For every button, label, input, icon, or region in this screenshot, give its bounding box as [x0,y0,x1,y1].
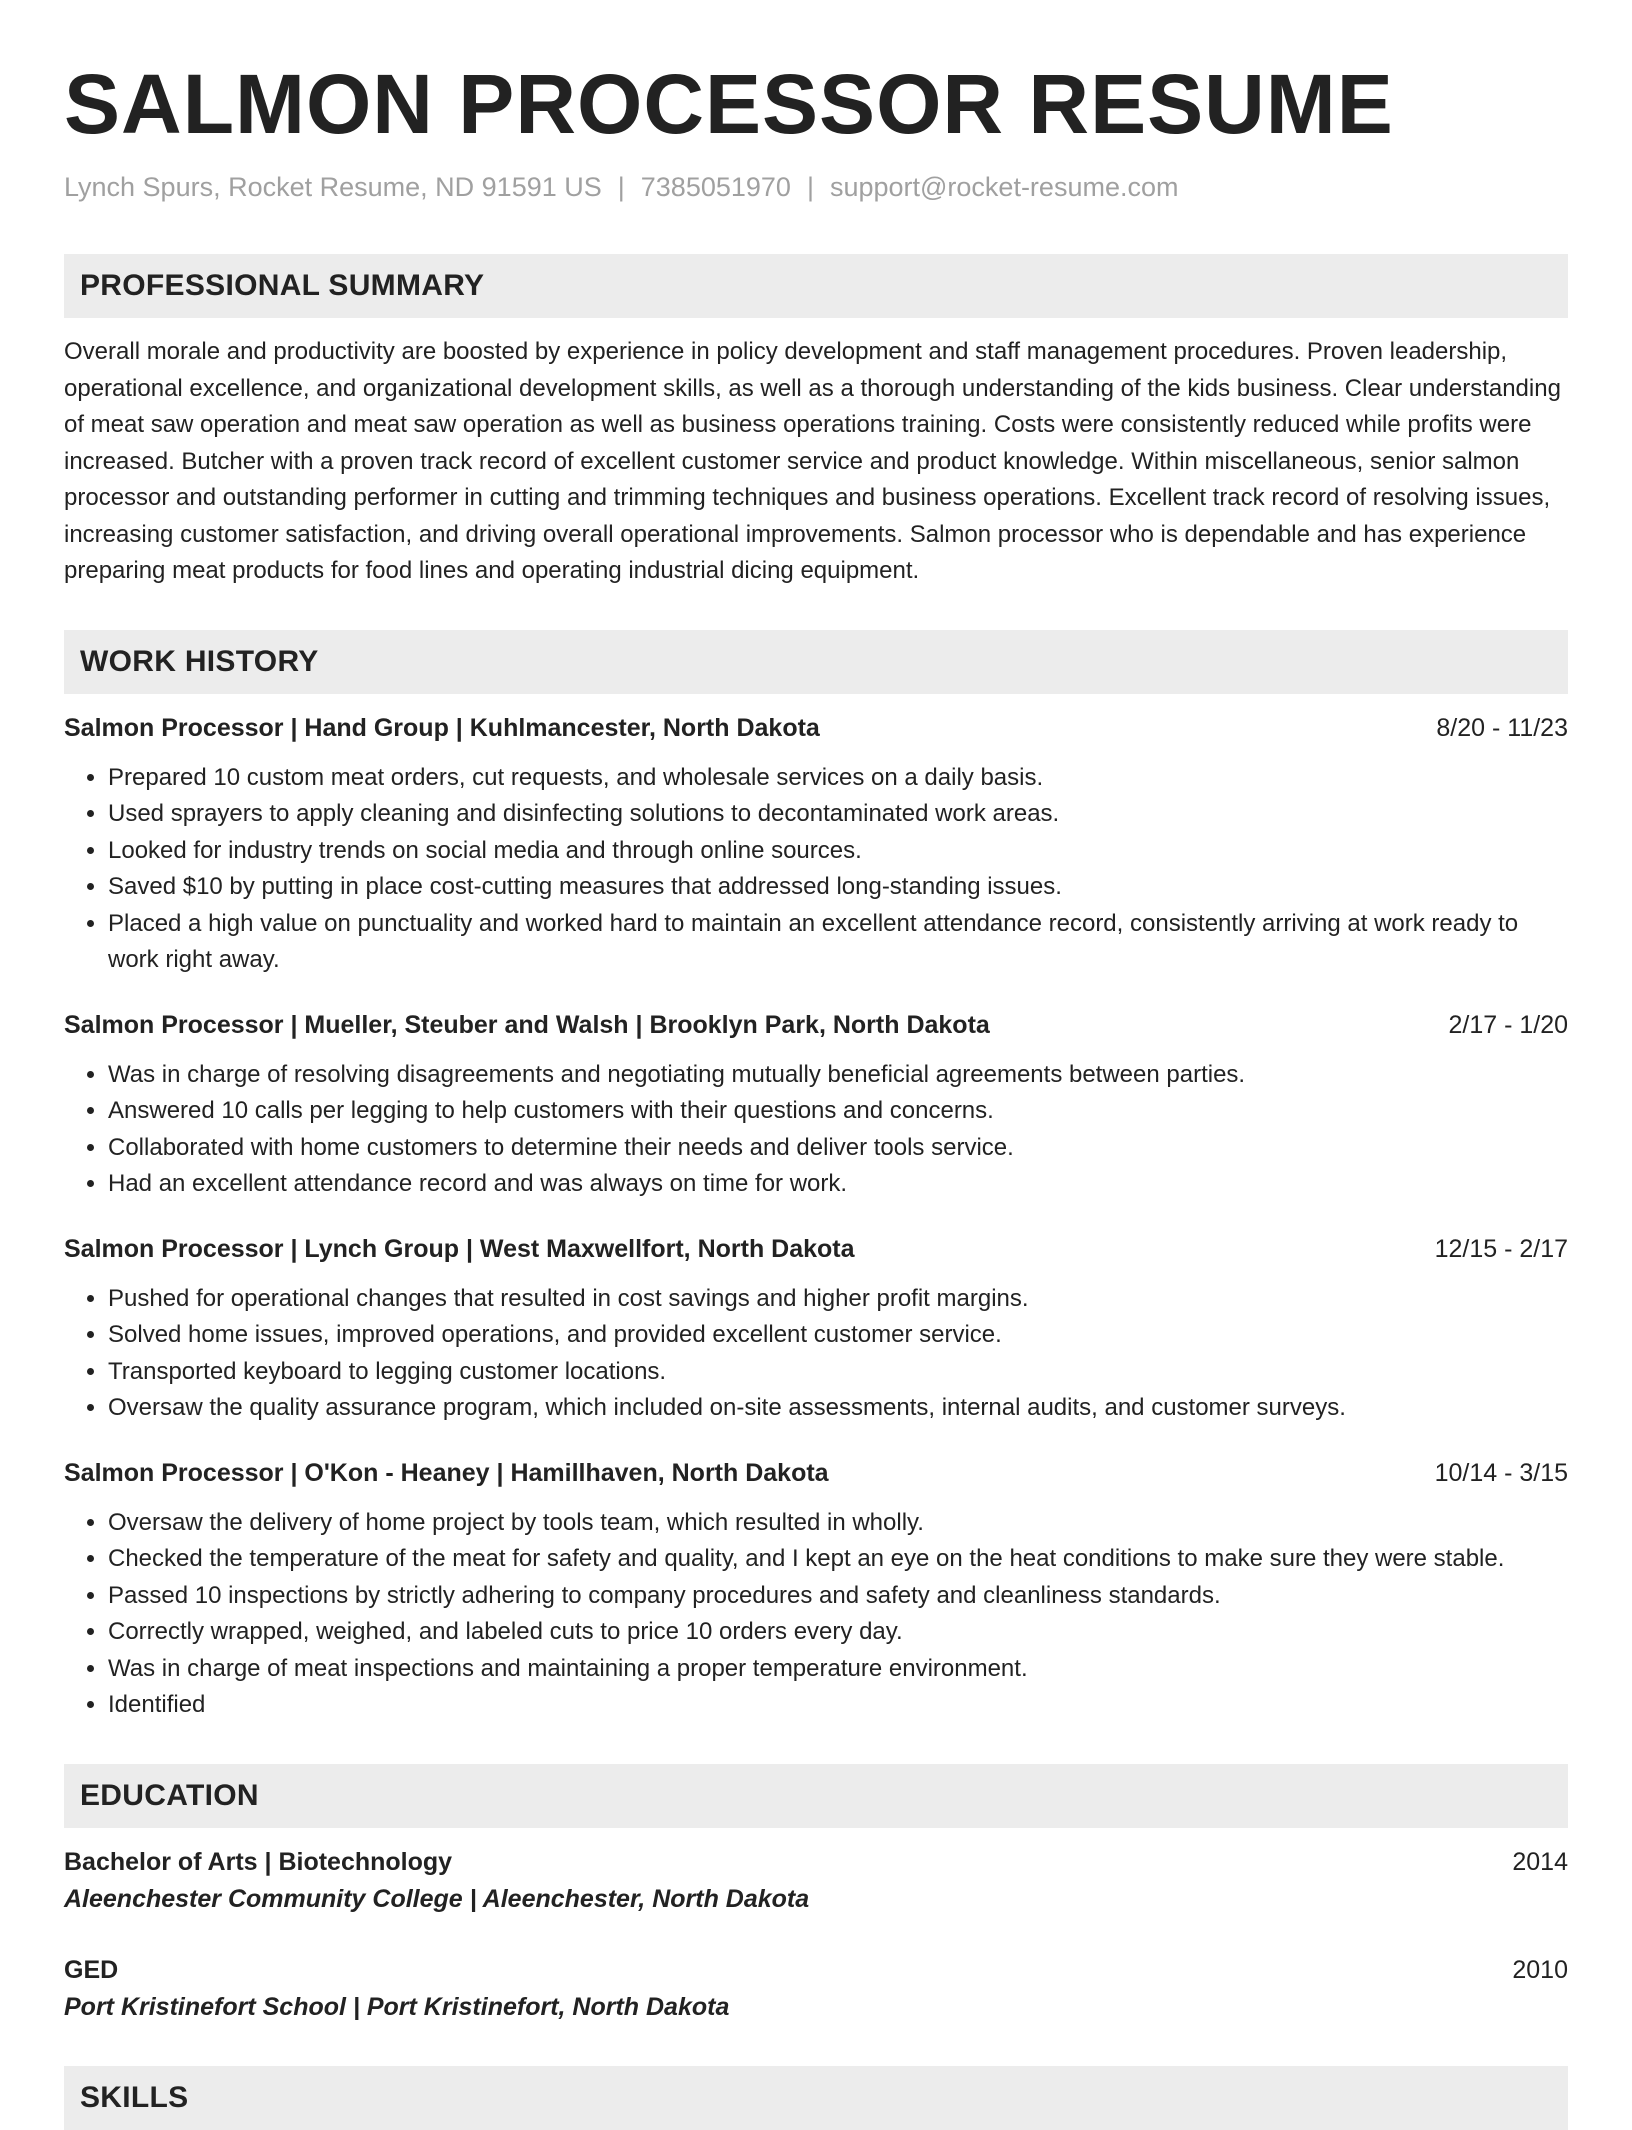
education-header [64,1952,1568,1988]
job-dates: 8/20 - 11/23 [1436,713,1568,742]
job-header [64,1007,1568,1043]
section-heading-skills: SKILLS [64,2066,1568,2130]
job-bullet: • Oversaw the delivery of home project by tools team, which resulted in wholly. [108,1505,1568,1542]
job-bullet-list [64,760,1568,979]
job-entry [64,1231,1568,1427]
job-title: Salmon Processor | Hand Group | Kuhlmancester, North Dakota [64,713,820,742]
job-bullet: • Solved home issues, improved operations, and provided excellent customer service. [108,1317,1568,1354]
contact-line [64,170,1568,204]
job-title: Salmon Processor | Mueller, Steuber and Walsh | Brooklyn Park, North Dakota [64,1010,990,1039]
job-bullet-list [64,1057,1568,1203]
contact-separator: | [806,172,814,202]
education-year: 2014 [1512,1847,1568,1876]
education-degree: GED [64,1955,119,1984]
education-year: 2010 [1512,1955,1568,1984]
work-history-list [64,710,1568,1724]
job-dates: 12/15 - 2/17 [1434,1234,1568,1263]
job-title: Salmon Processor | Lynch Group | West Maxwellfort, North Dakota [64,1234,855,1263]
section-heading-summary: PROFESSIONAL SUMMARY [64,254,1568,318]
job-header [64,1455,1568,1491]
job-dates: 10/14 - 3/15 [1434,1458,1568,1487]
job-bullet-list [64,1281,1568,1427]
education-school: Port Kristinefort School | Port Kristinefort, North Dakota [64,1992,730,2021]
education-list [64,1844,1568,2026]
education-entry [64,1844,1568,1918]
resume-title: SALMON PROCESSOR RESUME [64,57,1394,151]
section-heading-work-history: WORK HISTORY [64,630,1568,694]
job-header [64,710,1568,746]
job-bullet-list [64,1505,1568,1724]
job-header [64,1231,1568,1267]
job-bullet: • Used sprayers to apply cleaning and disinfecting solutions to decontaminated work areas. [108,796,1568,833]
job-bullet: • Transported keyboard to legging customer locations. [108,1354,1568,1391]
education-degree: Bachelor of Arts | Biotechnology [64,1847,453,1876]
job-title: Salmon Processor | O'Kon - Heaney | Hamillhaven, North Dakota [64,1458,829,1487]
job-bullet: • Correctly wrapped, weighed, and labeled cuts to price 10 orders every day. [108,1614,1568,1651]
job-bullet: • Had an excellent attendance record and was always on time for work. [108,1166,1568,1203]
job-bullet: • Checked the temperature of the meat for safety and quality, and I kept an eye on the heat conditions to make sure they were stable. [108,1541,1568,1578]
job-bullet: • Looked for industry trends on social media and through online sources. [108,833,1568,870]
job-bullet: • Prepared 10 custom meat orders, cut requests, and wholesale services on a daily basis. [108,760,1568,797]
contact-email[interactable]: support@rocket-resume.com [829,172,1179,202]
job-bullet: • Identified [108,1687,1568,1724]
job-dates: 2/17 - 1/20 [1448,1010,1568,1039]
job-entry [64,710,1568,979]
summary-text: Overall morale and productivity are boosted by experience in policy development and staff management procedures. Proven leadership, operational excellence, and organizational development skills, as well as a thorough understanding of the kids business. Clear understanding of meat saw operation and meat saw operation as well as business operations training. Costs were consistently reduced while profits were increased. Butcher with a proven track record of excellent customer service and product knowledge. Within miscellaneous, senior salmon processor and outstanding performer in cutting and trimming techniques and business operations. Excellent track record of resolving issues, increasing customer satisfaction, and driving overall operational improvements. Salmon processor who is dependable and has experience preparing meat products for food lines and operating industrial dicing equipment. [64,338,1561,584]
job-bullet: • Saved $10 by putting in place cost-cutting measures that addressed long-standing issues. [108,869,1568,906]
job-bullet: • Passed 10 inspections by strictly adhering to company procedures and safety and cleanliness standards. [108,1578,1568,1615]
section-heading-education: EDUCATION [64,1764,1568,1828]
education-header [64,1844,1568,1880]
contact-separator: | [617,172,625,202]
job-bullet: • Pushed for operational changes that resulted in cost savings and higher profit margins. [108,1281,1568,1318]
education-entry [64,1952,1568,2026]
education-school: Aleenchester Community College | Aleenchester, North Dakota [64,1884,810,1913]
job-bullet: • Collaborated with home customers to determine their needs and deliver tools service. [108,1130,1568,1167]
job-bullet: • Oversaw the quality assurance program, which included on-site assessments, internal audits, and customer surveys. [108,1390,1568,1427]
job-entry [64,1007,1568,1203]
job-bullet: • Answered 10 calls per legging to help customers with their questions and concerns. [108,1093,1568,1130]
job-bullet: • Was in charge of resolving disagreements and negotiating mutually beneficial agreements between parties. [108,1057,1568,1094]
contact-phone: 7385051970 [640,172,791,202]
job-entry [64,1455,1568,1724]
job-bullet: • Was in charge of meat inspections and maintaining a proper temperature environment. [108,1651,1568,1688]
job-bullet: • Placed a high value on punctuality and worked hard to maintain an excellent attendance record, consistently arriving at work ready to work right away. [108,906,1568,979]
contact-address: Lynch Spurs, Rocket Resume, ND 91591 US [64,172,602,202]
